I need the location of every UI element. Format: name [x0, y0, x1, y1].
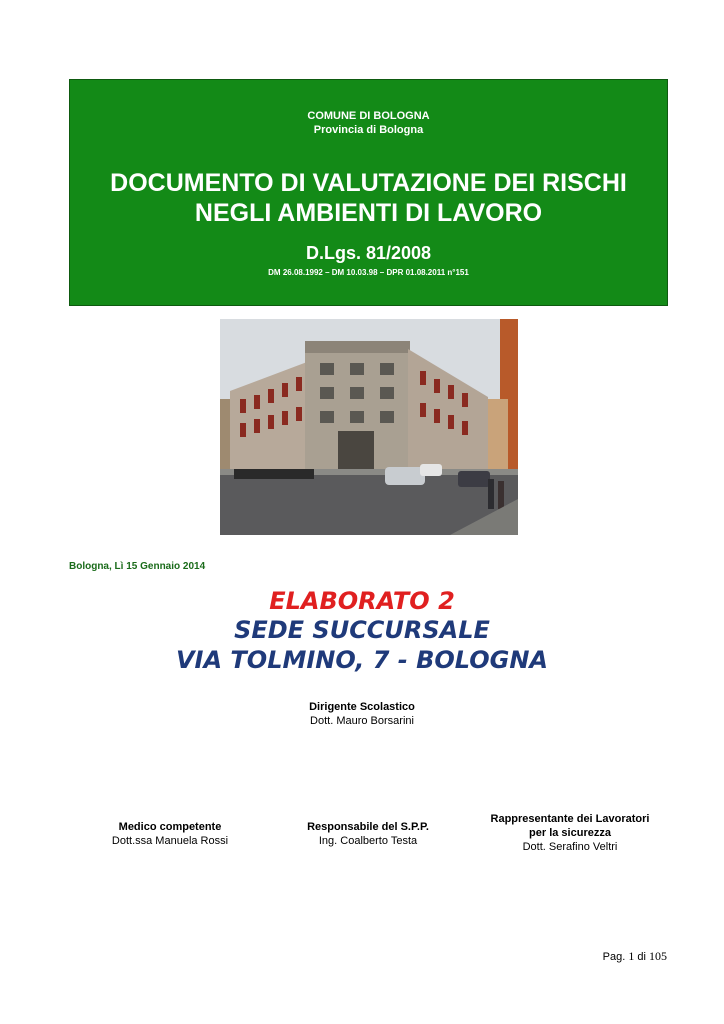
header-box [69, 79, 668, 306]
rspp-role: Responsabile del S.P.P. [307, 821, 429, 833]
page-total: 105 [649, 949, 667, 963]
building-photo [220, 319, 518, 535]
medico-role: Medico competente [118, 821, 222, 833]
signature-rspp [268, 820, 468, 848]
signature-dirigente [262, 700, 462, 728]
title-line-2: NEGLI AMBIENTI DI LAVORO [194, 199, 543, 227]
provincia-label: Provincia di Bologna [313, 124, 424, 136]
signature-rls [470, 812, 670, 854]
page-prefix: Pag. [602, 951, 629, 963]
document-title [70, 168, 667, 228]
page-number [603, 949, 667, 964]
dirigente-name: Dott. Mauro Borsarini [310, 715, 414, 727]
site-address: VIA TOLMINO, 7 - BOLOGNA [175, 646, 548, 674]
dirigente-role: Dirigente Scolastico [309, 701, 415, 713]
document-date: Bologna, Lì 15 Gennaio 2014 [69, 561, 206, 572]
law-reference: D.Lgs. 81/2008 [305, 243, 432, 263]
page-current: 1 [628, 949, 635, 963]
comune-label: COMUNE DI BOLOGNA [307, 110, 430, 122]
decree-references: DM 26.08.1992 – DM 10.03.98 – DPR 01.08.2011 n°151 [268, 268, 469, 277]
title-line-1: DOCUMENTO DI VALUTAZIONE DEI RISCHI [110, 169, 627, 197]
rspp-name: Ing. Coalberto Testa [318, 835, 418, 847]
rls-role-line-1: Rappresentante dei Lavoratori [490, 813, 650, 825]
site-name: SEDE SUCCURSALE [234, 616, 490, 644]
rls-role-line-2: per la sicurezza [529, 827, 611, 839]
medico-name: Dott.ssa Manuela Rossi [111, 835, 229, 847]
rls-name: Dott. Serafino Veltri [522, 841, 618, 853]
elaborato-number: ELABORATO 2 [269, 587, 455, 615]
page-separator: di [634, 951, 649, 963]
signature-medico [70, 820, 270, 848]
